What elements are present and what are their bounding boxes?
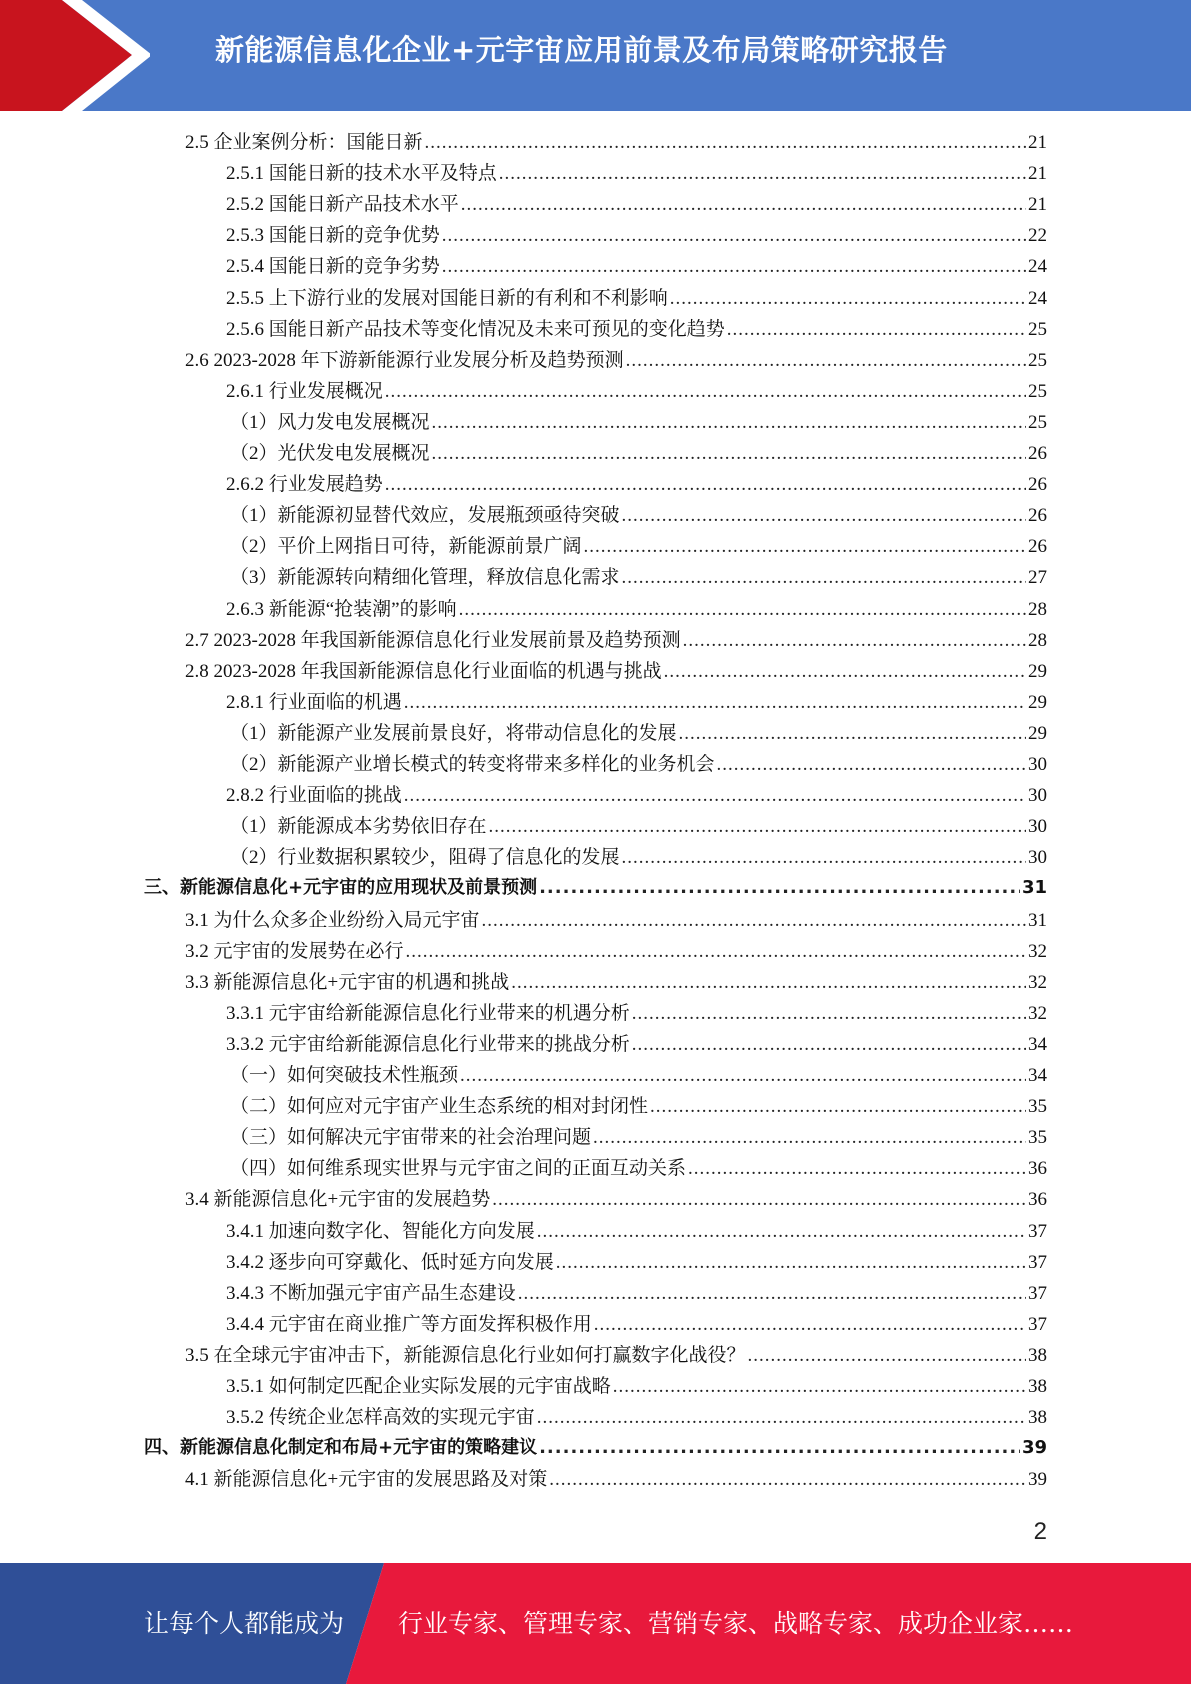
toc-entry-title: 3.2 元宇宙的发展势在必行: [185, 940, 404, 962]
toc-entry-page: 37: [1028, 1220, 1047, 1242]
toc-leader-dots: [556, 1252, 1026, 1274]
toc-leader-dots: [385, 474, 1026, 496]
toc-leader-dots: [499, 163, 1026, 185]
toc-entry[interactable]: [185, 656, 1047, 687]
toc-entry-title: （1）新能源初显替代效应，发展瓶颈亟待突破: [230, 505, 620, 527]
toc-entry-title: 2.5 企业案例分析：国能日新: [185, 132, 423, 153]
toc-leader-dots: [622, 505, 1026, 527]
toc-leader-dots: [537, 1407, 1026, 1429]
toc-leader-dots: [632, 1034, 1026, 1056]
toc-entry-page: 37: [1028, 1282, 1047, 1304]
toc-entry-page: 28: [1028, 629, 1047, 651]
toc-entry[interactable]: [185, 1340, 1047, 1371]
toc-entry[interactable]: [226, 469, 1047, 500]
toc-entry-title: （二）如何应对元宇宙产业生态系统的相对封闭性: [230, 1096, 649, 1118]
toc-entry[interactable]: [230, 718, 1047, 749]
toc-entry-page: 34: [1028, 1065, 1047, 1086]
toc-entry-title: （2）新能源产业增长模式的转变将带来多样化的业务机会: [230, 754, 715, 775]
header-arrow-decoration: [0, 0, 150, 111]
toc-entry[interactable]: [226, 1247, 1047, 1278]
toc-leader-dots: [626, 350, 1026, 372]
toc-entry[interactable]: [230, 842, 1047, 873]
toc-leader-dots: [613, 1376, 1026, 1398]
toc-leader-dots: [425, 132, 1026, 154]
toc-leader-dots: [622, 847, 1026, 869]
toc-leader-dots: [432, 412, 1026, 434]
toc-entry[interactable]: [230, 407, 1047, 438]
toc-entry[interactable]: [226, 998, 1047, 1029]
toc-entry[interactable]: [226, 780, 1047, 811]
toc-entry-page: 29: [1028, 660, 1047, 682]
toc-entry-page: 24: [1028, 287, 1047, 309]
toc-entry[interactable]: [226, 594, 1047, 625]
toc-entry-title: 2.6.2 行业发展趋势: [226, 474, 383, 496]
toc-entry[interactable]: [144, 1433, 1047, 1464]
toc-leader-dots: [688, 1158, 1026, 1180]
toc-entry[interactable]: [185, 936, 1047, 967]
toc-entry-page: 38: [1028, 1344, 1047, 1366]
toc-leader-dots: [537, 1221, 1026, 1243]
footer-slogan-right: 行业专家、管理专家、营销专家、战略专家、成功企业家……: [398, 1609, 1074, 1638]
toc-entry[interactable]: [185, 905, 1047, 936]
toc-entry-page: 21: [1028, 132, 1047, 153]
toc-entry-title: 2.8.1 行业面临的机遇: [226, 691, 402, 713]
toc-entry-page: 29: [1028, 722, 1047, 744]
toc-entry-title: 2.6 2023-2028 年下游新能源行业发展分析及趋势预测: [185, 349, 624, 371]
toc-leader-dots: [432, 443, 1026, 465]
toc-entry-page: 37: [1028, 1251, 1047, 1273]
footer-slogan-left: 让每个人都能成为: [144, 1609, 345, 1638]
toc-entry-page: 35: [1028, 1127, 1047, 1149]
toc-entry[interactable]: [226, 1216, 1047, 1247]
toc-entry-page: 38: [1028, 1376, 1047, 1397]
toc-entry[interactable]: [226, 687, 1047, 718]
toc-entry-page: 30: [1028, 847, 1047, 869]
toc-entry-title: 2.6.3 新能源“抢装潮”的影响: [226, 598, 457, 620]
toc-leader-dots: [670, 288, 1026, 310]
toc-entry-title: 3.5.1 如何制定匹配企业实际发展的元宇宙战略: [226, 1376, 611, 1397]
toc-entry-title: 2.5.3 国能日新的竞争优势: [226, 225, 440, 247]
toc-entry-page: 27: [1028, 567, 1047, 589]
toc-entry[interactable]: [226, 220, 1047, 251]
toc-entry-page: 29: [1028, 691, 1047, 713]
toc-entry[interactable]: [230, 1122, 1047, 1153]
toc-entry-title: 2.5.1 国能日新的技术水平及特点: [226, 163, 497, 185]
toc-entry-title: 2.7 2023-2028 年我国新能源信息化行业发展前景及趋势预测: [185, 629, 681, 651]
toc-entry-title: 3.3 新能源信息化+元宇宙的机遇和挑战: [185, 971, 510, 993]
toc-entry-page: 38: [1028, 1407, 1047, 1429]
toc-entry-title: （1）风力发电发展概况: [230, 411, 430, 433]
toc-entry-page: 25: [1028, 349, 1047, 371]
toc-leader-dots: [717, 754, 1026, 776]
toc-entry-page: 25: [1028, 411, 1047, 433]
toc-entry-page: 36: [1028, 1158, 1047, 1180]
toc-leader-dots: [679, 723, 1026, 745]
toc-entry-page: 35: [1028, 1096, 1047, 1118]
toc-entry-page: 39: [1028, 1469, 1047, 1491]
toc-leader-dots: [492, 1189, 1026, 1211]
toc-leader-dots: [622, 567, 1026, 589]
toc-entry-page: 39: [1021, 1437, 1047, 1459]
toc-entry-page: 26: [1028, 536, 1047, 558]
toc-leader-dots: [459, 599, 1026, 621]
toc-entry-page: 31: [1021, 877, 1047, 899]
toc-entry-page: 32: [1028, 971, 1047, 993]
toc-entry-title: 3.4.3 不断加强元宇宙产品生态建设: [226, 1282, 516, 1304]
toc-leader-dots: [632, 1003, 1026, 1025]
toc-leader-dots: [442, 256, 1026, 278]
toc-entry[interactable]: [144, 873, 1047, 904]
toc-entry[interactable]: [230, 531, 1047, 562]
toc-entry-title: （2）平价上网指日可待，新能源前景广阔: [230, 536, 582, 558]
toc-entry-title: （2）行业数据积累较少，阻碍了信息化的发展: [230, 847, 620, 869]
toc-entry[interactable]: [230, 811, 1047, 842]
toc-entry[interactable]: [226, 1278, 1047, 1309]
toc-entry[interactable]: [226, 376, 1047, 407]
toc-entry[interactable]: [226, 283, 1047, 314]
toc-entry[interactable]: [226, 251, 1047, 282]
toc-leader-dots: [650, 1096, 1026, 1118]
toc-entry[interactable]: [230, 500, 1047, 531]
toc-entry[interactable]: [226, 1402, 1047, 1433]
toc-entry[interactable]: [230, 438, 1047, 469]
toc-entry-title: 2.5.2 国能日新产品技术水平: [226, 194, 459, 216]
toc-leader-dots: [489, 816, 1026, 838]
page-header: [0, 0, 1191, 111]
toc-entry-title: 3.3.1 元宇宙给新能源信息化行业带来的机遇分析: [226, 1002, 630, 1024]
toc-entry[interactable]: [185, 127, 1047, 158]
toc-entry-title: 2.5.4 国能日新的竞争劣势: [226, 256, 440, 278]
toc-entry[interactable]: [230, 562, 1047, 593]
toc-entry-page: 30: [1028, 754, 1047, 775]
toc-entry-page: 31: [1028, 909, 1047, 931]
toc-entry-title: （一）如何突破技术性瓶颈: [230, 1065, 459, 1086]
toc-entry[interactable]: [226, 1029, 1047, 1060]
toc-entry-page: 37: [1028, 1313, 1047, 1335]
toc-leader-dots: [404, 692, 1026, 714]
toc-entry[interactable]: [230, 1091, 1047, 1122]
toc-entry-title: （四）如何维系现实世界与元宇宙之间的正面互动关系: [230, 1158, 687, 1180]
header-title: 新能源信息化企业+元宇宙应用前景及布局策略研究报告: [215, 33, 948, 67]
toc-entry[interactable]: [185, 1464, 1047, 1495]
toc-entry-page: 28: [1028, 598, 1047, 620]
toc-entry[interactable]: [230, 1060, 1047, 1091]
toc-leader-dots: [482, 910, 1026, 932]
toc-entry[interactable]: [230, 749, 1047, 780]
toc-leader-dots: [594, 1314, 1026, 1336]
toc-entry[interactable]: [226, 1371, 1047, 1402]
toc-entry-title: 3.4.4 元宇宙在商业推广等方面发挥积极作用: [226, 1313, 592, 1335]
toc-leader-dots: [518, 1283, 1026, 1305]
toc-leader-dots: [404, 785, 1026, 807]
toc-entry-page: 26: [1028, 443, 1047, 464]
toc-leader-dots: [539, 1437, 1020, 1458]
toc-entry-title: 3.5.2 传统企业怎样高效的实现元宇宙: [226, 1407, 535, 1429]
toc-entry-title: （1）新能源成本劣势依旧存在: [230, 816, 487, 838]
toc-entry-title: 3.4 新能源信息化+元宇宙的发展趋势: [185, 1189, 491, 1211]
toc-entry-page: 36: [1028, 1189, 1047, 1211]
toc-entry-title: 3.1 为什么众多企业纷纷入局元宇宙: [185, 909, 480, 931]
toc-entry[interactable]: [226, 158, 1047, 189]
toc-entry-page: 25: [1028, 380, 1047, 402]
toc-leader-dots: [584, 536, 1026, 558]
toc-leader-dots: [664, 661, 1026, 683]
toc-leader-dots: [683, 630, 1026, 652]
toc-entry-page: 34: [1028, 1033, 1047, 1055]
toc-entry-page: 22: [1028, 225, 1047, 247]
toc-entry-page: 24: [1028, 256, 1047, 278]
toc-entry-title: 3.5 在全球元宇宙冲击下，新能源信息化行业如何打赢数字化战役？: [185, 1344, 746, 1366]
toc-leader-dots: [549, 1469, 1026, 1491]
toc-leader-dots: [593, 1127, 1026, 1149]
toc-entry[interactable]: [185, 345, 1047, 376]
toc-entry-title: （三）如何解决元宇宙带来的社会治理问题: [230, 1127, 592, 1149]
toc-entry-title: 2.6.1 行业发展概况: [226, 380, 383, 402]
toc-entry-page: 21: [1028, 194, 1047, 216]
toc-entry-title: 3.4.2 逐步向可穿戴化、低时延方向发展: [226, 1251, 554, 1273]
toc-leader-dots: [385, 381, 1026, 403]
toc-entry-title: 2.8.2 行业面临的挑战: [226, 785, 402, 807]
toc-entry-page: 32: [1028, 940, 1047, 962]
page-number: 2: [1033, 1518, 1047, 1545]
toc-entry-page: 30: [1028, 785, 1047, 807]
toc-entry[interactable]: [230, 1153, 1047, 1184]
toc-entry[interactable]: [185, 967, 1047, 998]
toc-entry-page: 32: [1028, 1002, 1047, 1024]
toc-entry[interactable]: [185, 1184, 1047, 1215]
toc-entry[interactable]: [226, 314, 1047, 345]
toc-leader-dots: [460, 1065, 1026, 1087]
toc-leader-dots: [461, 194, 1026, 216]
toc-leader-dots: [539, 877, 1020, 898]
toc-leader-dots: [748, 1345, 1026, 1367]
toc-entry-title: 3.3.2 元宇宙给新能源信息化行业带来的挑战分析: [226, 1033, 630, 1055]
toc-entry-page: 26: [1028, 474, 1047, 496]
toc-leader-dots: [727, 319, 1026, 341]
toc-entry[interactable]: [185, 625, 1047, 656]
toc-entry[interactable]: [226, 1309, 1047, 1340]
toc-entry-title: 四、新能源信息化制定和布局+元宇宙的策略建议: [144, 1437, 538, 1459]
toc-entry-title: 三、新能源信息化+元宇宙的应用现状及前景预测: [144, 877, 538, 899]
toc-entry-page: 25: [1028, 318, 1047, 340]
toc-entry-title: （1）新能源产业发展前景良好，将带动信息化的发展: [230, 722, 677, 744]
toc-entry-title: （3）新能源转向精细化管理，释放信息化需求: [230, 567, 620, 589]
toc-leader-dots: [442, 225, 1026, 247]
toc-entry-title: 2.5.6 国能日新产品技术等变化情况及未来可预见的变化趋势: [226, 318, 725, 340]
toc-entry-title: 3.4.1 加速向数字化、智能化方向发展: [226, 1220, 535, 1242]
toc-entry-title: 4.1 新能源信息化+元宇宙的发展思路及对策: [185, 1469, 548, 1491]
toc-entry[interactable]: [226, 189, 1047, 220]
toc-leader-dots: [406, 941, 1026, 963]
toc-entry-page: 30: [1028, 816, 1047, 838]
toc-entry-page: 26: [1028, 505, 1047, 527]
toc-entry-title: 2.5.5 上下游行业的发展对国能日新的有利和不利影响: [226, 287, 668, 309]
toc-entry-title: 2.8 2023-2028 年我国新能源信息化行业面临的机遇与挑战: [185, 660, 662, 682]
toc-entry-title: （2）光伏发电发展概况: [230, 443, 430, 464]
toc-leader-dots: [511, 972, 1026, 994]
toc-entry-page: 21: [1028, 163, 1047, 185]
page-footer: [0, 1563, 1191, 1684]
